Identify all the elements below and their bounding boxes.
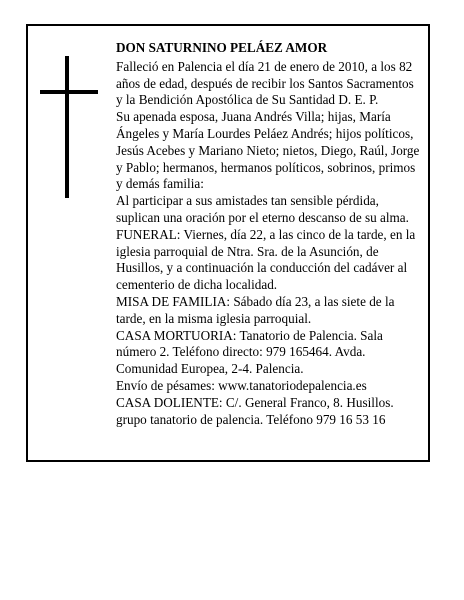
prayer-request-paragraph: Al participar a sus amistades tan sensible pérdida, suplican una oración por el eterno descanso de su alma. bbox=[116, 193, 409, 225]
obituary-text bbox=[116, 40, 421, 428]
family-paragraph: Su apenada esposa, Juana Andrés Villa; hijas, María Ángeles y María Lourdes Peláez Andrés; hijos políticos, Jesús Acebes y Mariano Nieto; nietos, Diego, Raúl, Jorge y Pablo; hermanos, hermanos políticos, sobrinos, primos y demás familia: bbox=[116, 109, 420, 192]
death-notice-paragraph: Falleció en Palencia el día 21 de enero de 2010, a los 82 años de edad, después de recibir los Santos Sacramentos y la Bendición Apostólica de Su Santidad D. E. P. bbox=[116, 58, 414, 108]
cross-horizontal-bar bbox=[40, 90, 98, 94]
funeral-home-paragraph: CASA MORTUORIA: Tanatorio de Palencia. Sala número 2. Teléfono directo: 979 165464. Avda. Comunidad Europea, 2-4. Palencia. bbox=[116, 327, 383, 377]
family-home-paragraph: CASA DOLIENTE: C/. General Franco, 8. Husillos. bbox=[116, 394, 394, 410]
family-mass-paragraph: MISA DE FAMILIA: Sábado día 23, a las siete de la tarde, en la misma iglesia parroquial. bbox=[116, 293, 395, 326]
obituary-frame bbox=[26, 24, 430, 462]
cross-icon bbox=[40, 56, 100, 198]
funeral-paragraph: FUNERAL: Viernes, día 22, a las cinco de la tarde, en la iglesia parroquial de Ntra. Sra. de la Asunción, de Husillos, y a continuación la conducción del cadáver al cementerio de dicha localidad. bbox=[116, 226, 416, 293]
funeral-group-paragraph: grupo tanatorio de palencia. Teléfono 979 16 53 16 bbox=[116, 411, 386, 427]
deceased-name: DON SATURNINO PELÁEZ AMOR bbox=[116, 40, 328, 55]
condolences-paragraph: Envío de pésames: www.tanatoriodepalencia.es bbox=[116, 377, 367, 393]
cross-vertical-bar bbox=[65, 56, 69, 198]
